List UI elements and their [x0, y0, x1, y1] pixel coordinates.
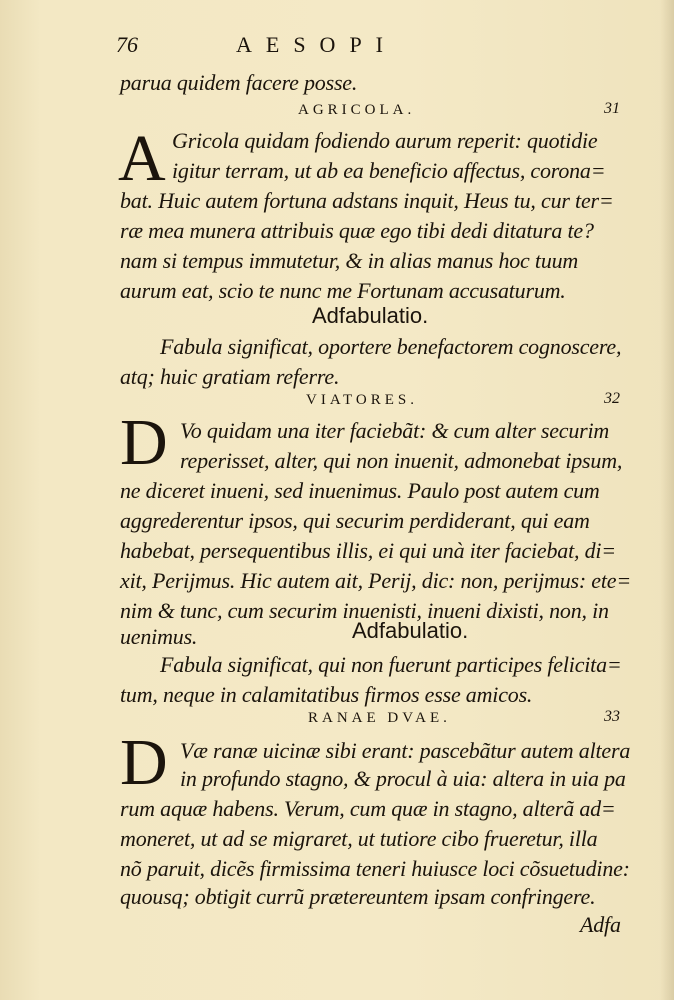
text-line: habebat, persequentibus illis, ei qui unà iter faciebat, di= [120, 538, 616, 563]
moral-line: tum, neque in calamitatibus firmos esse amicos. [120, 682, 533, 707]
fable-number: 33 [604, 708, 620, 725]
moral-line: Fabula significat, oportere benefactorem cognoscere, [160, 334, 622, 359]
continuation-line: parua quidem facere posse. [120, 70, 358, 95]
initial-capital: D [120, 726, 168, 799]
catchword: Adfa [580, 912, 621, 937]
text-line: ræ mea munera attribuis quæ ego tibi dedi ditatura te? [120, 218, 594, 243]
text-line: Gricola quidam fodiendo aurum reperit: quotidie [172, 128, 598, 153]
text-line: nõ paruit, dicẽs firmissima teneri huiusce loci cõsuetudine: [120, 856, 630, 881]
text-line: aggrederentur ipsos, qui securim perdiderant, qui eam [120, 508, 590, 533]
text-line: aurum eat, scio te nunc me Fortunam accusaturum. [120, 278, 566, 303]
moral-line: Fabula significat, qui non fuerunt participes felicita= [160, 652, 622, 677]
moral-line: atq; huic gratiam referre. [120, 364, 340, 389]
text-line: moneret, ut ad se migraret, ut tutiore cibo frueretur, illa [120, 826, 598, 851]
page-number: 76 [116, 32, 138, 57]
moral-label: Adfabulatio. [312, 303, 429, 328]
fable-title: RANAE DVAE. [308, 710, 451, 726]
text-line: nim & tunc, cum securim inuenisti, inueni dixisti, non, in [120, 598, 609, 623]
text-line: ne diceret inueni, sed inuenimus. Paulo post autem cum [120, 478, 600, 503]
text-line: quousq; obtigit currũ prætereuntem ipsam confringere. [120, 884, 596, 909]
running-title: AESOPI [236, 32, 398, 57]
text-line: rum aquæ habens. Verum, cum quæ in stagno, alterã ad= [120, 796, 616, 821]
text-line: Væ ranæ uicinæ sibi erant: pascebãtur autem altera [180, 738, 631, 763]
fable-number: 31 [604, 100, 620, 117]
text-line: igitur terram, ut ab ea beneficio affectus, corona= [172, 158, 606, 183]
fable-number: 32 [604, 390, 620, 407]
fable-title: AGRICOLA. [298, 102, 416, 118]
page-header [116, 32, 616, 60]
text-line: uenimus. [120, 624, 198, 649]
text-line: in profundo stagno, & procul à uia: altera in uia pa [180, 766, 626, 791]
page-gutter-shadow [660, 0, 674, 1000]
fable-title: VIATORES. [306, 392, 418, 408]
initial-capital: A [118, 122, 166, 195]
text-line: nam si tempus immutetur, & in alias manus hoc tuum [120, 248, 579, 273]
text-line: xit, Perijmus. Hic autem ait, Perij, dic: non, perijmus: ete= [120, 568, 631, 593]
text-line: Vo quidam una iter faciebãt: & cum alter securim [180, 418, 610, 443]
text-line: bat. Huic autem fortuna adstans inquit, Heus tu, cur ter= [120, 188, 614, 213]
initial-capital: D [120, 406, 168, 479]
moral-label: Adfabulatio. [352, 618, 469, 643]
text-line: reperisset, alter, qui non inuenit, admonebat ipsum, [180, 448, 623, 473]
